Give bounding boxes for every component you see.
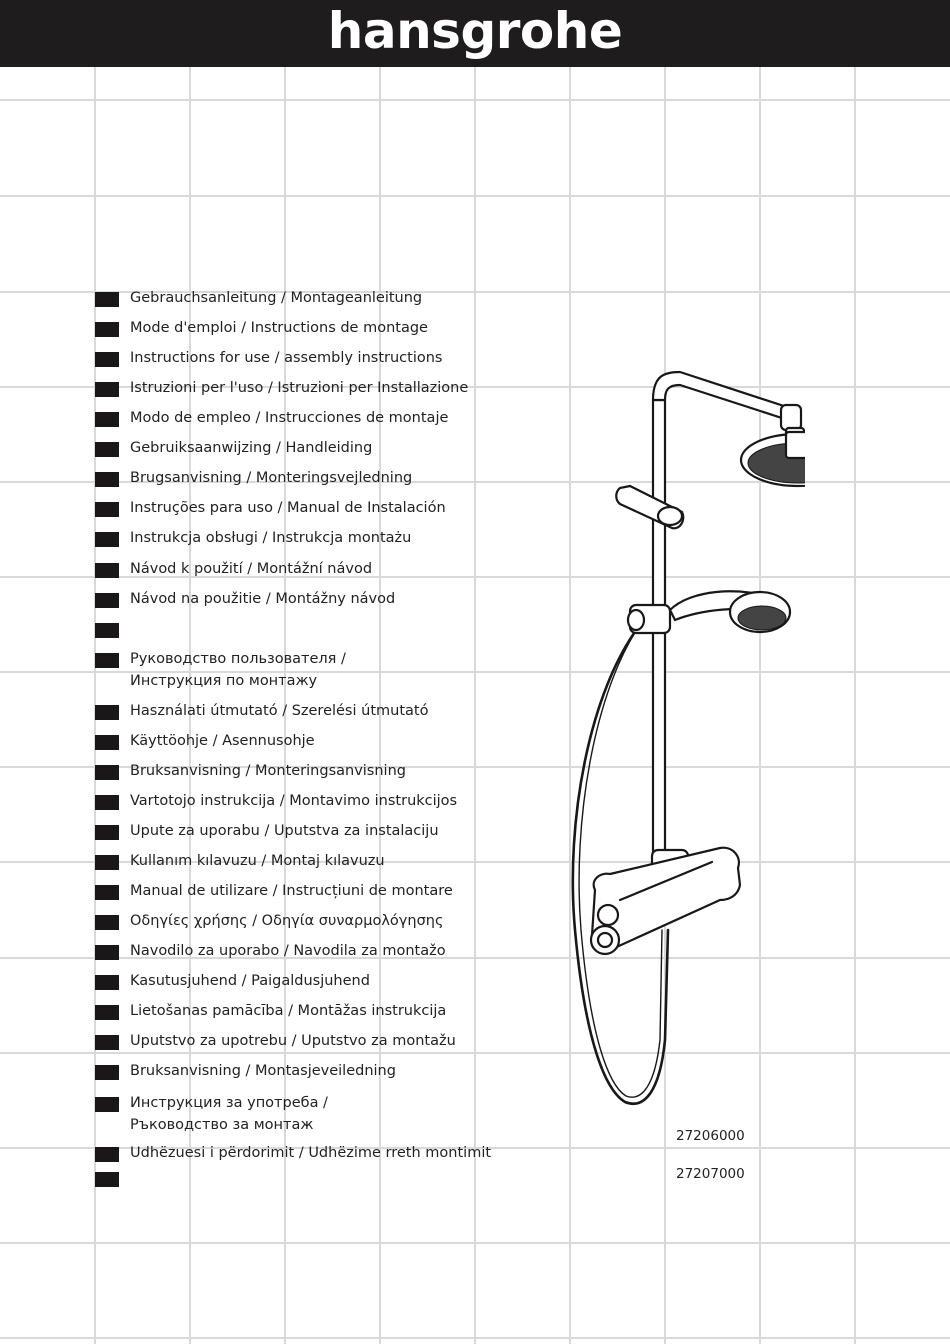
flag-marker-icon [95, 472, 119, 487]
language-label: Lietošanas pamācība / Montāžas instrukcija [130, 1003, 447, 1019]
language-label: Modo de empleo / Instrucciones de montaje [130, 410, 449, 426]
language-label: Upute za uporabu / Uputstva za instalaciju [130, 823, 439, 839]
flag-marker-icon [95, 915, 119, 930]
shower-system-illustration [565, 365, 805, 1115]
language-label: Ръководство за монтаж [130, 1117, 314, 1133]
language-label: Οδηγίες χρήσης / Οδηγία συναρμολόγησης [130, 913, 444, 929]
flag-marker-icon [95, 1005, 119, 1020]
brand-logo: hansgrohe [327, 2, 623, 60]
flag-marker-icon [95, 352, 119, 367]
language-label: Instructions for use / assembly instructions [130, 350, 443, 366]
language-label: Használati útmutató / Szerelési útmutató [130, 703, 429, 719]
flag-marker-icon [95, 563, 119, 578]
language-label: Instruções para uso / Manual de Instalación [130, 500, 446, 516]
flag-marker-icon [95, 735, 119, 750]
language-label: Mode d'emploi / Instructions de montage [130, 320, 428, 336]
language-label: Инструкция по монтажу [130, 673, 318, 689]
flag-marker-icon [95, 1172, 119, 1187]
language-label: Brugsanvisning / Monteringsvejledning [130, 470, 413, 486]
language-label: Инструкция за употреба / [130, 1095, 328, 1111]
product-code: 27207000 [676, 1166, 745, 1182]
flag-marker-icon [95, 945, 119, 960]
language-label: Gebruiksaanwijzing / Handleiding [130, 440, 373, 456]
flag-marker-icon [95, 1147, 119, 1162]
flag-marker-icon [95, 502, 119, 517]
language-label: Gebrauchsanleitung / Montageanleitung [130, 290, 423, 306]
flag-marker-icon [95, 885, 119, 900]
language-label: Navodilo za uporabo / Navodila za montažo [130, 943, 446, 959]
flag-marker-icon [95, 623, 119, 638]
flag-marker-icon [95, 855, 119, 870]
flag-marker-icon [95, 1035, 119, 1050]
flag-marker-icon [95, 532, 119, 547]
language-label: Käyttöohje / Asennusohje [130, 733, 315, 749]
flag-marker-icon [95, 825, 119, 840]
flag-marker-icon [95, 442, 119, 457]
language-label: Kasutusjuhend / Paigaldusjuhend [130, 973, 370, 989]
language-label: Návod na použitie / Montážny návod [130, 591, 396, 607]
flag-marker-icon [95, 292, 119, 307]
language-label: Udhëzuesi i përdorimit / Udhëzime rreth montimit [130, 1145, 492, 1161]
flag-marker-icon [95, 795, 119, 810]
language-label: Istruzioni per l'uso / Istruzioni per Installazione [130, 380, 469, 396]
product-code: 27206000 [676, 1128, 745, 1144]
language-label: Instrukcja obsługi / Instrukcja montażu [130, 530, 412, 546]
flag-marker-icon [95, 322, 119, 337]
language-label: Kullanım kılavuzu / Montaj kılavuzu [130, 853, 385, 869]
language-label: Manual de utilizare / Instrucțiuni de montare [130, 883, 453, 899]
flag-marker-icon [95, 1097, 119, 1112]
flag-marker-icon [95, 593, 119, 608]
flag-marker-icon [95, 975, 119, 990]
flag-marker-icon [95, 1065, 119, 1080]
flag-marker-icon [95, 382, 119, 397]
language-label: Uputstvo za upotrebu / Uputstvo za montažu [130, 1033, 456, 1049]
flag-marker-icon [95, 705, 119, 720]
language-label: Návod k použití / Montážní návod [130, 561, 373, 577]
language-label: Руководство пользователя / [130, 651, 346, 667]
language-label: Bruksanvisning / Montasjeveiledning [130, 1063, 396, 1079]
flag-marker-icon [95, 653, 119, 668]
language-label: Bruksanvisning / Monteringsanvisning [130, 763, 406, 779]
language-label: Vartotojo instrukcija / Montavimo instrukcijos [130, 793, 458, 809]
header-bar [0, 0, 950, 67]
flag-marker-icon [95, 765, 119, 780]
flag-marker-icon [95, 412, 119, 427]
